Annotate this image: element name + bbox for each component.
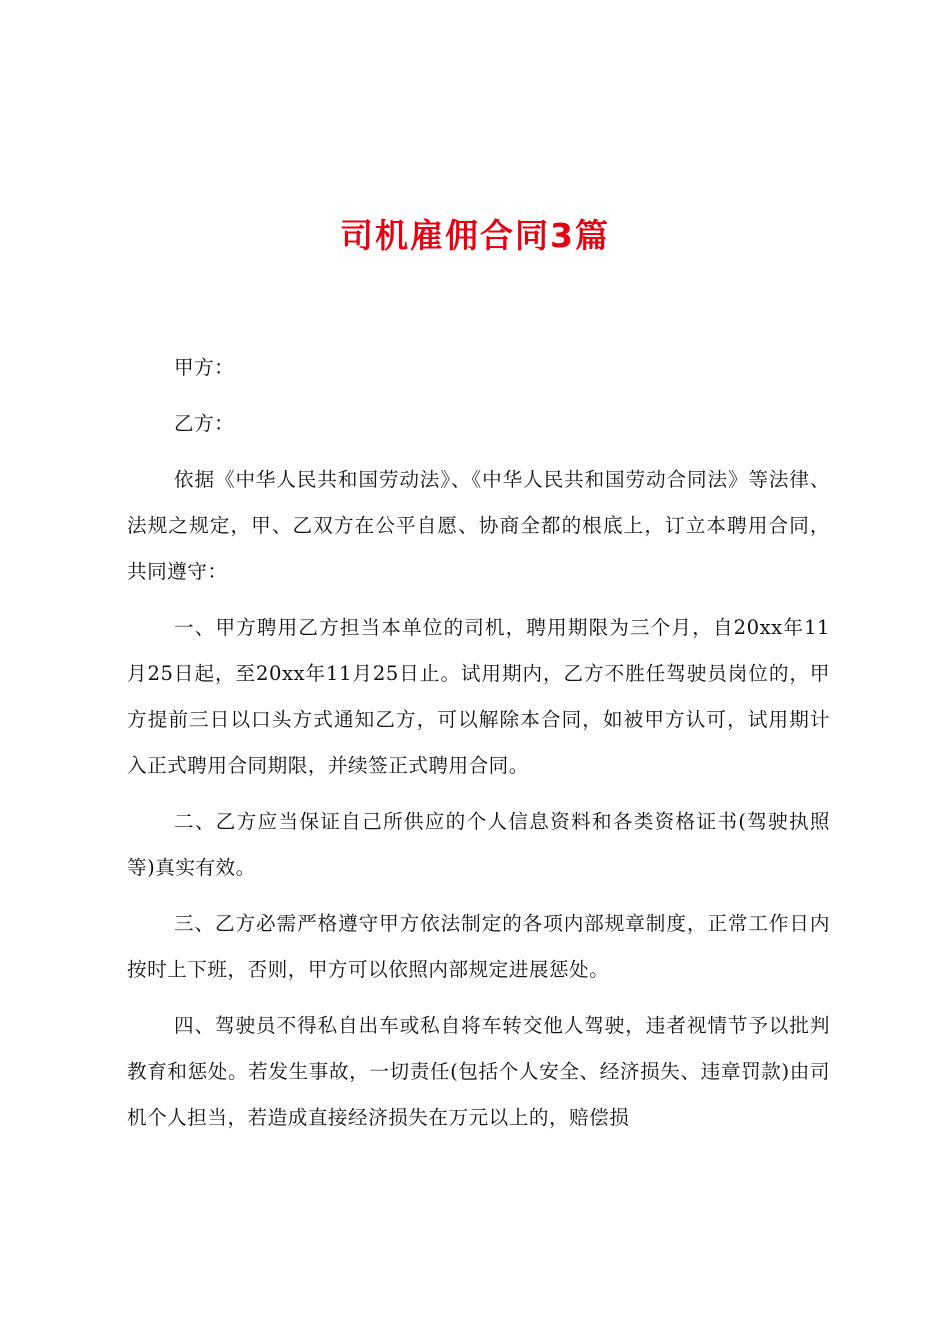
clause-4-paragraph: 四、驾驶员不得私自出车或私自将车转交他人驾驶，违者视情节予以批判教育和惩处。若发生事故，一切责任(包括个人安全、经济损失、违章罚款)由司机个人担当，若造成直接经济损失在万元以上的，赔偿损 [127, 1014, 830, 1129]
document-title: 司机雇佣合同3篇 [340, 216, 610, 255]
party-a-line: 甲方： [174, 356, 235, 379]
party-b-line: 乙方： [174, 412, 235, 435]
clause-3-paragraph: 三、乙方必需严格遵守甲方依法制定的各项内部规章制度，正常工作日内按时上下班，否则，甲方可以依照内部规定进展惩处。 [127, 912, 830, 981]
preamble-paragraph: 依据《中华人民共和国劳动法》、《中华人民共和国劳动合同法》等法律、法规之规定，甲、乙双方在公平自愿、协商全都的根底上，订立本聘用合同，共同遵守： [127, 468, 830, 583]
clause-1-paragraph: 一、甲方聘用乙方担当本单位的司机，聘用期限为三个月，自20xx年11月25日起，至20xx年11月25日止。试用期内，乙方不胜任驾驶员岗位的，甲方提前三日以口头方式通知乙方，可以解除本合同，如被甲方认可，试用期计入正式聘用合同期限，并续签正式聘用合同。 [127, 616, 830, 777]
clause-2-paragraph: 二、乙方应当保证自己所供应的个人信息资料和各类资格证书(驾驶执照等)真实有效。 [127, 810, 830, 879]
document-body [127, 345, 830, 1151]
